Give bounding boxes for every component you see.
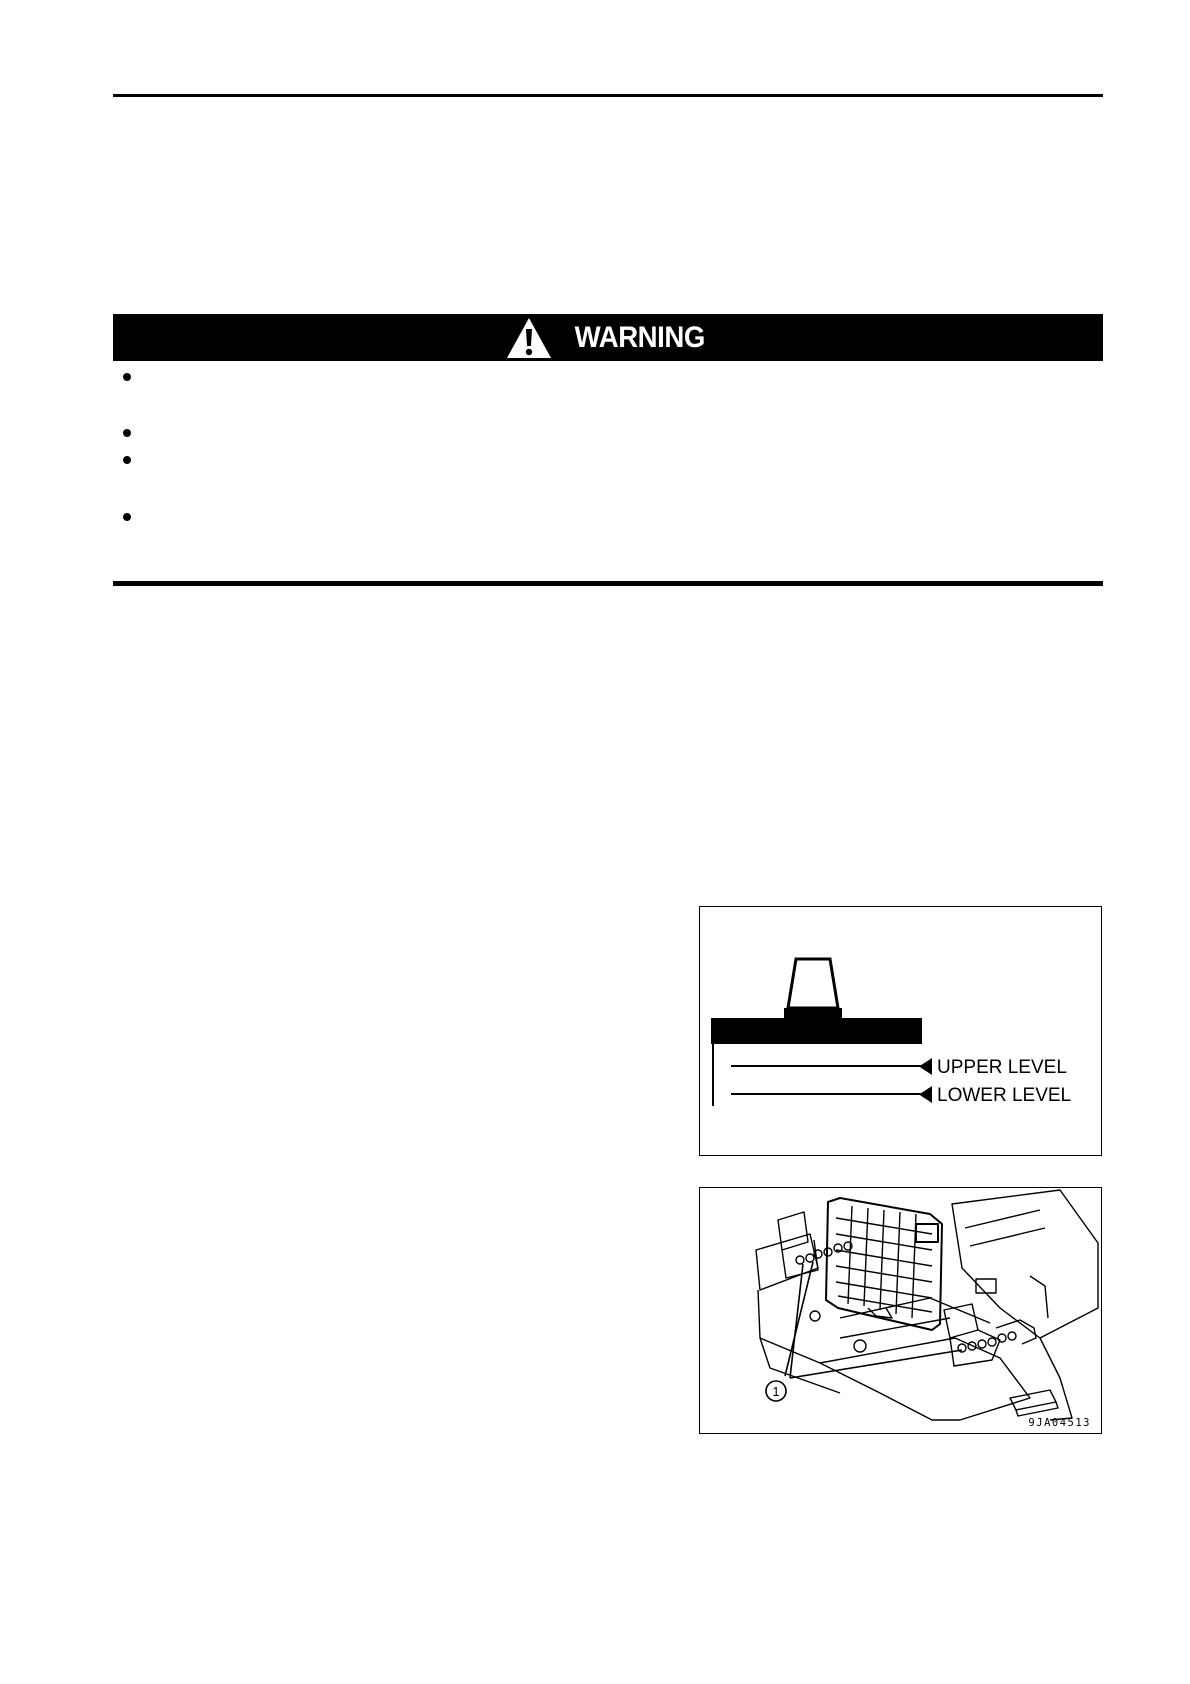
electrolyte-level-diagram xyxy=(700,907,1103,1157)
step xyxy=(1010,1390,1056,1410)
warning-triangle-icon xyxy=(505,316,553,360)
warning-title: WARNING xyxy=(574,320,706,354)
callout-number: 1 xyxy=(772,1384,780,1399)
warning-bullet-1 xyxy=(123,373,131,381)
lower-level-label: LOWER LEVEL xyxy=(937,1085,1072,1106)
left-battery-box xyxy=(778,1212,808,1250)
electrolyte-level-figure xyxy=(699,906,1102,1156)
cap-outline xyxy=(788,959,838,1008)
warning-bullet-4 xyxy=(123,513,131,521)
callout-leader-right xyxy=(790,1350,962,1378)
top-rule xyxy=(113,94,1103,97)
upper-level-arrow xyxy=(919,1058,932,1075)
battery-location-figure xyxy=(699,1187,1102,1434)
battery-top xyxy=(711,1018,922,1044)
warning-bullet-2 xyxy=(123,429,131,437)
upper-level-label: UPPER LEVEL xyxy=(937,1057,1067,1078)
drawing-code: 9JA04513 xyxy=(1028,1417,1091,1429)
battery-location-drawing xyxy=(700,1188,1103,1435)
lower-level-arrow xyxy=(919,1086,932,1103)
warning-banner xyxy=(113,314,1103,361)
bottom-rule xyxy=(113,581,1103,586)
warning-bullet-3 xyxy=(123,456,131,464)
right-battery-box xyxy=(944,1304,978,1338)
